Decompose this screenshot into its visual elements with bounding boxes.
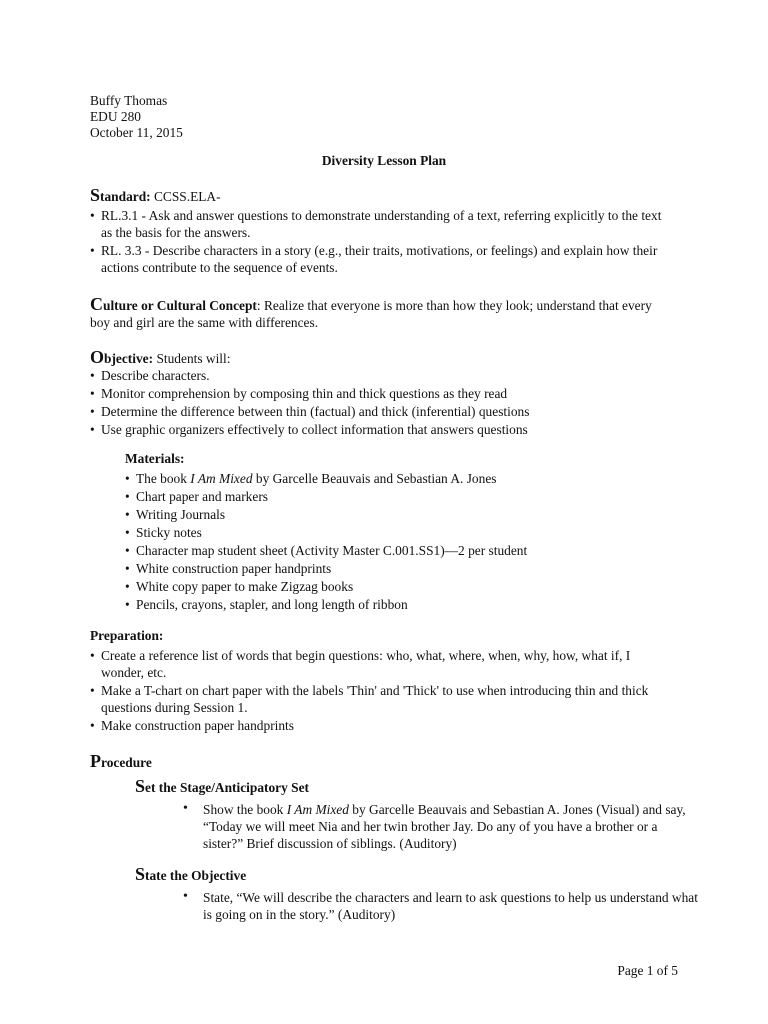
standard-label: tandard: [100,189,151,204]
stage-book-title: I Am Mixed [286,802,349,817]
page-title: Diversity Lesson Plan [321,153,447,168]
stage-prefix: Show the book [203,802,287,817]
list-item: • Writing Journals [125,506,670,523]
list-item: • Pencils, crayons, stapler, and long length of ribbon [125,596,670,613]
objective-lead: Students will: [153,351,231,366]
list-item: • RL.3.1 - Ask and answer questions to demonstrate understanding of a text, referring explicitly to the text as the basis for the answers. [90,207,670,241]
objective-list [90,367,670,438]
standard-heading [90,187,670,205]
standard-list [90,207,670,276]
standard-code: CCSS.ELA- [150,189,221,204]
list-item: • Use graphic organizers effectively to collect information that answers questions [90,421,670,438]
list-item: • Make a T-chart on chart paper with the labels 'Thin' and 'Thick' to use when introducing thin and thick questions during Session 1. [90,682,670,716]
document-header [90,92,183,140]
list-item: • RL. 3.3 - Describe characters in a story (e.g., their traits, motivations, or feelings) and explain how their actions contribute to the sequence of events. [90,242,670,276]
materials-list [125,470,670,613]
standard-section [90,187,670,276]
book-prefix: The book [136,471,191,486]
culture-label: ulture or Cultural Concept [103,298,257,313]
culture-section [90,296,670,331]
list-item: • Describe characters. [90,367,670,384]
state-objective-initial: S [135,864,146,884]
list-item: • White copy paper to make Zigzag books [125,578,670,595]
stage-list [183,801,698,852]
book-title: I Am Mixed [190,471,253,486]
page-number: Page 1 of 5 [617,963,678,978]
preparation-section [90,627,670,734]
stage-initial: S [135,776,146,796]
preparation-heading: Preparation: [90,628,164,643]
preparation-list [90,647,670,734]
objective-heading [90,349,670,367]
book-suffix: by Garcelle Beauvais and Sebastian A. Jones [252,471,497,486]
objective-section [90,349,670,438]
stage-heading [135,778,670,796]
objective-label: bjective: [104,351,154,366]
list-item: • Character map student sheet (Activity Master C.001.SS1)—2 per student [125,542,670,559]
culture-text: : Realize that everyone is more than how they look; understand that every boy and girl are the same with differences. [90,298,652,330]
procedure-label: rocedure [101,755,152,770]
stage-suffix: by Garcelle Beauvais and Sebastian A. Jones (Visual) and say, “Today we will meet Nia and her twin brother Jay. Do any of you have a brother or a sister?” Brief discussion of siblings. (Auditory) [203,802,686,851]
materials-heading: Materials: [125,451,185,466]
procedure-initial: P [90,751,101,771]
list-item: • Create a reference list of words that begin questions: who, what, where, when, why, how, what if, I wonder, etc. [90,647,670,681]
document-date: October 11, 2015 [90,125,183,140]
culture-initial: C [90,294,103,314]
list-item: • White construction paper handprints [125,560,670,577]
list-item: • State, “We will describe the characters and learn to ask questions to help us understand what is going on in the story.” (Auditory) [183,889,698,923]
stage-label: et the Stage/Anticipatory Set [145,780,310,795]
standard-initial: S [90,185,101,205]
state-objective-list [183,889,698,923]
list-item: • Sticky notes [125,524,670,541]
state-objective-label: tate the Objective [145,868,247,883]
course-code: EDU 280 [90,109,141,124]
materials-section [125,450,670,613]
procedure-heading [90,753,670,771]
list-item: • Determine the difference between thin (factual) and thick (inferential) questions [90,403,670,420]
list-item: • Monitor comprehension by composing thin and thick questions as they read [90,385,670,402]
author-name: Buffy Thomas [90,93,168,108]
list-item: • Make construction paper handprints [90,717,670,734]
objective-initial: O [90,347,105,367]
list-item: • Chart paper and markers [125,488,670,505]
list-item [125,470,670,487]
list-item [183,801,698,852]
state-objective-heading [135,866,670,884]
